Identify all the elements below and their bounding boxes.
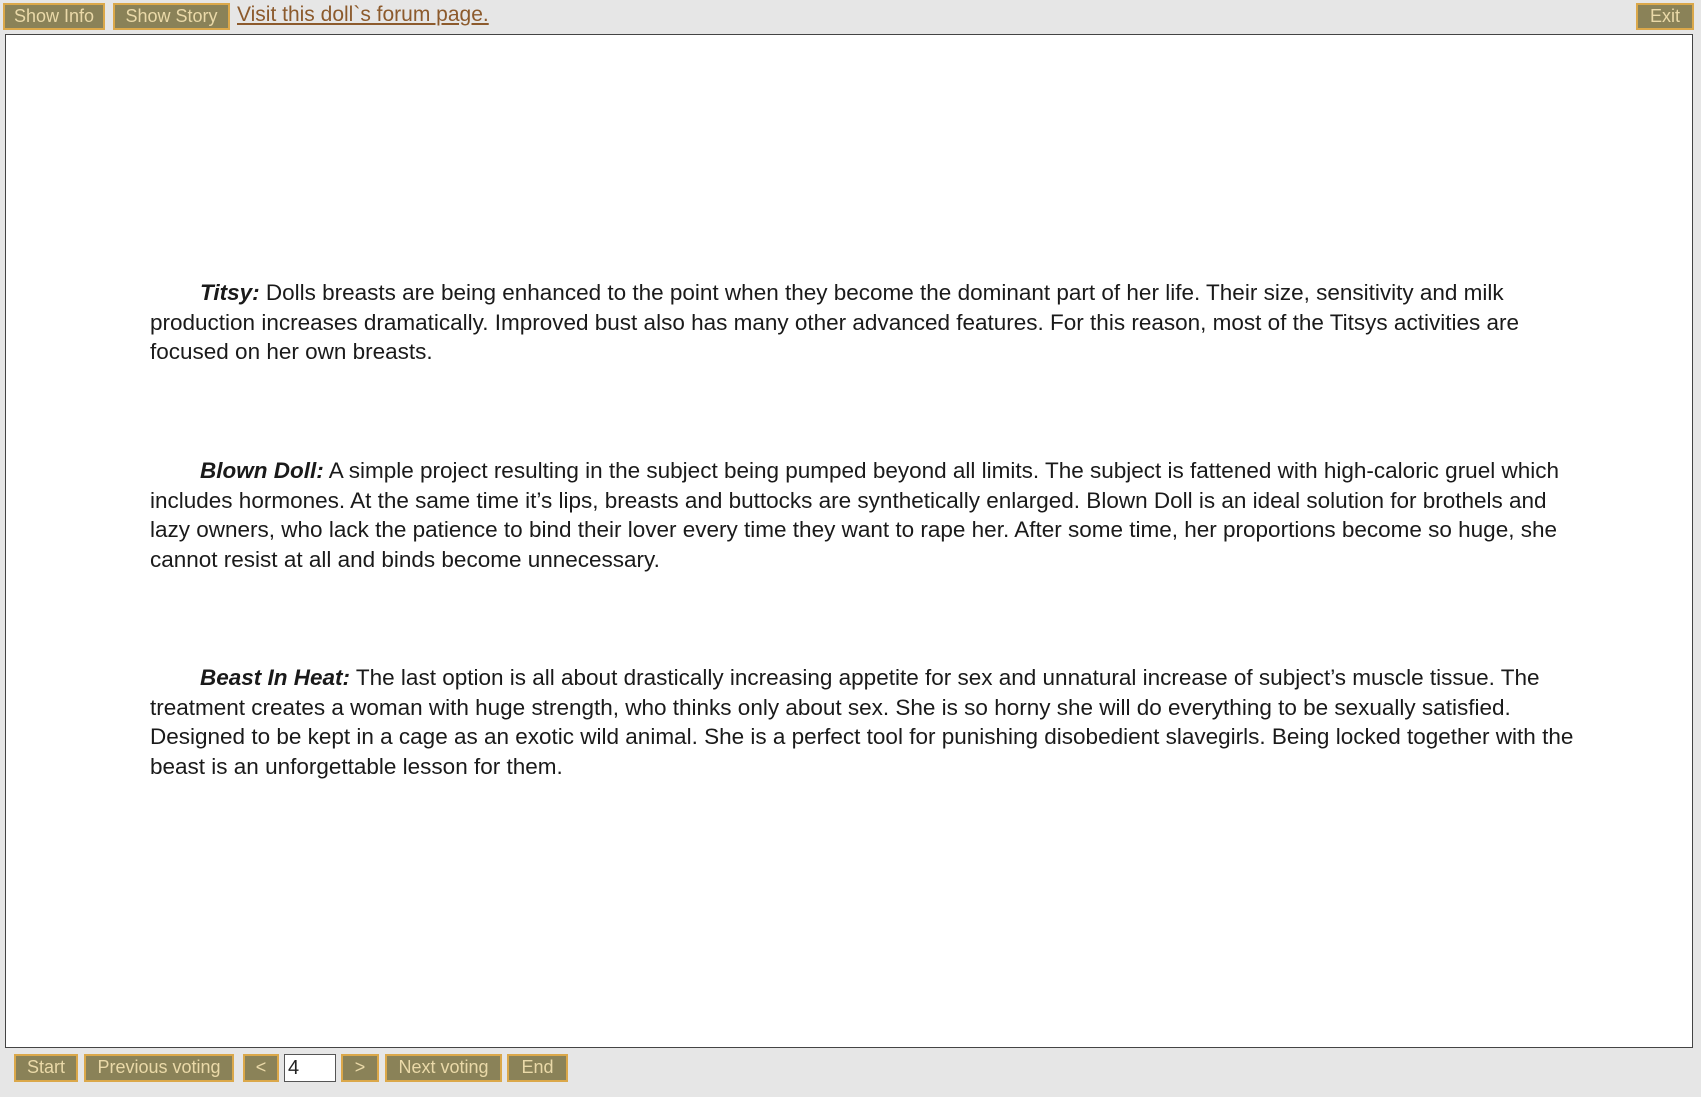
forum-page-link[interactable]: Visit this doll`s forum page. — [237, 3, 489, 26]
paragraph-text: A simple project resulting in the subject being pumped beyond all limits. The subject is fattened with high-caloric gruel which includes hormones. At the same time it’s lips, breasts and buttocks are synthetically enlarged. Blown Doll is an ideal solution for brothels and lazy owners, who lack the patience to bind their lover every time they want to rape her. After some time, her proportions become so huge, she cannot resist at all and binds become unnecessary. — [150, 458, 1559, 572]
end-button[interactable]: End — [507, 1054, 568, 1082]
next-page-button[interactable]: > — [341, 1054, 379, 1082]
story-paragraph-blown-doll — [150, 456, 1575, 574]
paragraph-heading: Beast In Heat: — [200, 665, 351, 690]
paragraph-heading: Blown Doll: — [200, 458, 324, 483]
exit-button[interactable]: Exit — [1636, 3, 1694, 30]
story-paragraph-beast-in-heat — [150, 663, 1575, 781]
content-frame — [5, 34, 1693, 1048]
paragraph-text: The last option is all about drastically increasing appetite for sex and unnatural increase of subject’s muscle tissue. The treatment creates a woman with huge strength, who thinks only about sex. She is so horny she will do everything to be sexually satisfied. Designed to be kept in a cage as an exotic wild animal. She is a perfect tool for punishing disobedient slavegirls. Being locked together with the beast is an unforgettable lesson for them. — [150, 665, 1574, 779]
next-voting-button[interactable]: Next voting — [385, 1054, 502, 1082]
story-paragraph-titsy — [150, 278, 1575, 367]
paragraph-text: Dolls breasts are being enhanced to the point when they become the dominant part of her life. Their size, sensitivity and milk production increases dramatically. Improved bust also has many other advanced features. For this reason, most of the Titsys activities are focused on her own breasts. — [150, 280, 1519, 365]
page-number-input[interactable] — [284, 1054, 336, 1082]
previous-page-button[interactable]: < — [243, 1054, 279, 1082]
show-story-button[interactable]: Show Story — [113, 3, 230, 30]
start-button[interactable]: Start — [14, 1054, 78, 1082]
show-info-button[interactable]: Show Info — [3, 3, 105, 30]
paragraph-heading: Titsy: — [200, 280, 260, 305]
previous-voting-button[interactable]: Previous voting — [84, 1054, 234, 1082]
